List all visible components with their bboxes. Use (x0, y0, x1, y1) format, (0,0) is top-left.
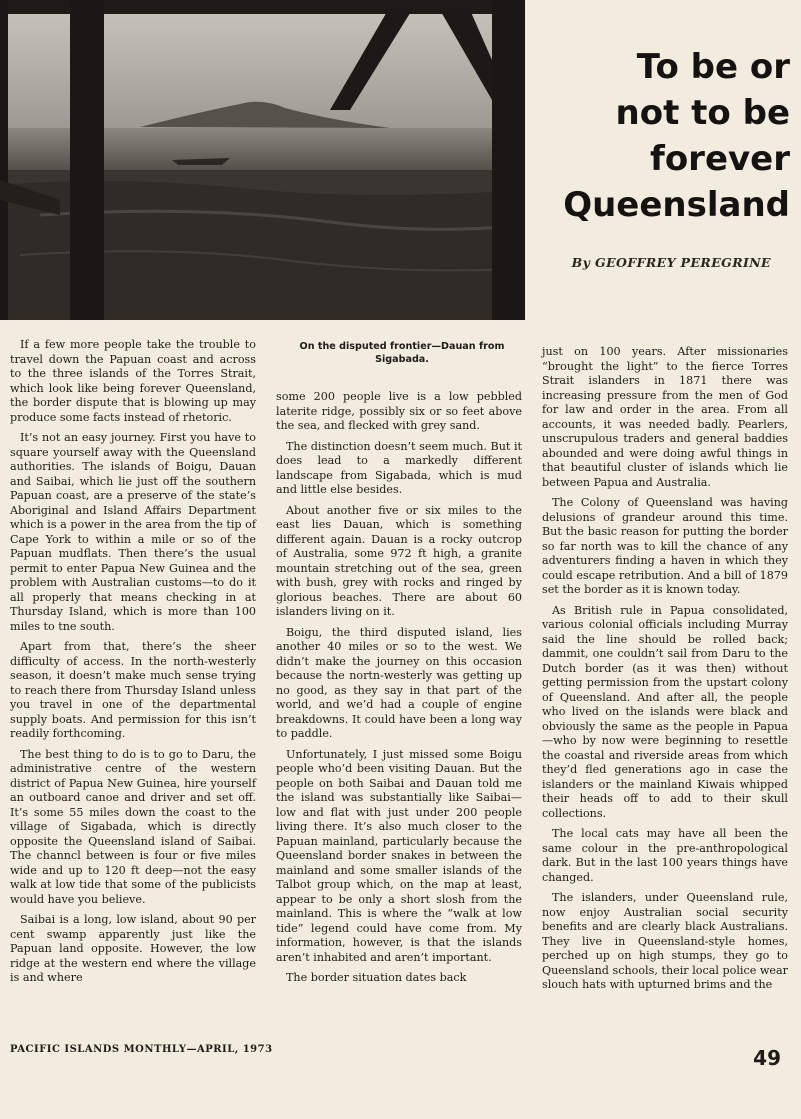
paragraph: The distinction doesn’t seem much. But it does lead to a markedly different landscape from Sigabada, which is mud and little else besides. (276, 439, 522, 496)
article-title-line: Queensland (563, 185, 790, 225)
paragraph: just on 100 years. After missionaries “brought the light” to the fierce Torres Strait islanders in 1871 there was increasing pressure from the men of God for law and order in the area. From all accounts, it was needed badly. Pearlers, unscrupulous traders and general baddies abounded and were doing awful things in that beautiful cluster of islands which lie between Papua and Australia. (542, 345, 788, 489)
paragraph: The islanders, under Queensland rule, now enjoy Australian social security benefits and are clearly black Australians. They live in Queensland-style homes, perched up on high stumps, they go to Queensland schools, their local police wear slouch hats with upturned brims and the (542, 891, 788, 991)
paragraph: The Colony of Queensland was having delusions of grandeur around this time. But the basic reason for putting the border so far north was to kill the chance of any adventurers finding a haven in which they could escape retribution. And a bill of 1879 set the border as it is known today. (542, 496, 788, 596)
paragraph: Boigu, the third disputed island, lies another 40 miles or so to the west. We didn’t make the journey on this occasion because the nortn-westerly was getting up no good, as they say in that part of the world, and we’d had a couple of engine breakdowns. It could have been a long way to paddle. (276, 625, 522, 740)
article-photo (0, 0, 525, 320)
article-title-line: forever (650, 139, 790, 179)
paragraph: The best thing to do is to go to Daru, the administrative centre of the western district of Papua New Guinea, hire yourself an outboard canoe and driver and set off. It’s some 55 miles down the coast to the village of Sigabada, which is directly opposite the Queensland island of Saibai. The channcl between is four or five miles wide and up to 120 ft deep—not the easy walk at low tide that some of the publicists would have you believe. (10, 747, 256, 906)
article-title-line: not to be (615, 93, 790, 133)
paragraph: It’s not an easy journey. First you have to square yourself away with the Queensland authorities. The islands of Boigu, Dauan and Saibai, which lie just off the southern Papuan coast, are a preserve of the state’s Aboriginal and Island Affairs Department which is a power in the area from the tip of Cape York to within a mile or so of the Papuan mudflats. Then there’s the usual permit to enter Papua New Guinea and the problem with Australian customs—to do it all properly that means checking in at Thursday Island, which is more than 100 miles to tne south. (10, 431, 256, 633)
paragraph: The local cats may have all been the same colour in the pre-anthropological dark. But in the last 100 years things have changed. (542, 827, 788, 884)
paragraph: The border situation dates back (286, 971, 467, 984)
byline: By GEOFFREY PEREGRINE (571, 255, 771, 270)
article-column-2 (276, 390, 522, 992)
article-title-block (540, 44, 790, 228)
paragraph: Unfortunately, I just missed some Boigu people who’d been visiting Dauan. But the people on both Saibai and Dauan told me the island was substantially like Saibai—low and flat with just under 200 people living there. It’s also much closer to the Papuan mainland, particularly because the Queensland border snakes in between the mainland and some smaller islands of the Talbot group which, on the map at least, appear to be only a short slosh from the mainland. This is where the “walk at low tide” legend could have come from. My information, however, is that the islands aren’t inhabited and aren’t important. (276, 747, 522, 964)
paragraph: About another five or six miles to the east lies Dauan, which is something different again. Dauan is a rocky outcrop of Australia, some 972 ft high, a granite mountain stretching out of the sea, green with bush, grey with rocks and ringed by glorious beaches. There are about 60 islanders living on it. (276, 503, 522, 618)
article-column-3 (542, 345, 788, 999)
article-title-line: To be or (636, 47, 790, 87)
photo-caption: On the disputed frontier—Dauan from Sigabada. (299, 341, 505, 365)
paragraph: Saibai is a long, low island, about 90 per cent swamp apparently just like the Papuan land opposite. However, the low ridge at the western end where the village is and where (10, 913, 256, 984)
paragraph: Apart from that, there’s the sheer difficulty of access. In the north-westerly season, it doesn’t make much sense trying to reach there from Thursday Island unless you travel in one of the departmental supply boats. And permission for this isn’t readily forthcoming. (10, 640, 256, 740)
page-number: 49 (753, 1046, 781, 1070)
paragraph: If a few more people take the trouble to travel down the Papuan coast and across to the three islands of the Torres Strait, which look like being forever Queensland, the border dispute that is blowing up may produce some facts instead of rhetoric. (10, 338, 256, 424)
article-column-1 (10, 338, 256, 992)
paragraph: As British rule in Papua consolidated, various colonial officials including Murray said the line should be rolled back; dammit, one couldn’t sail from Daru to the Dutch border (as it was then) without getting permission from the upstart colony of Queensland. And after all, the people who lived on the islands were black and obviously the same as the people in Papua—who by now were beginning to resettle the coastal and riverside areas from which they’d fled generations ago in case the islanders or the mainland Kiwais whipped their heads off to add to their skull collections. (542, 603, 788, 820)
publication-footer: PACIFIC ISLANDS MONTHLY—APRIL, 1973 (10, 1044, 273, 1055)
paragraph: some 200 people live is a low pebbled laterite ridge, possibly six or so feet above the sea, and flecked with grey sand. (276, 390, 522, 432)
